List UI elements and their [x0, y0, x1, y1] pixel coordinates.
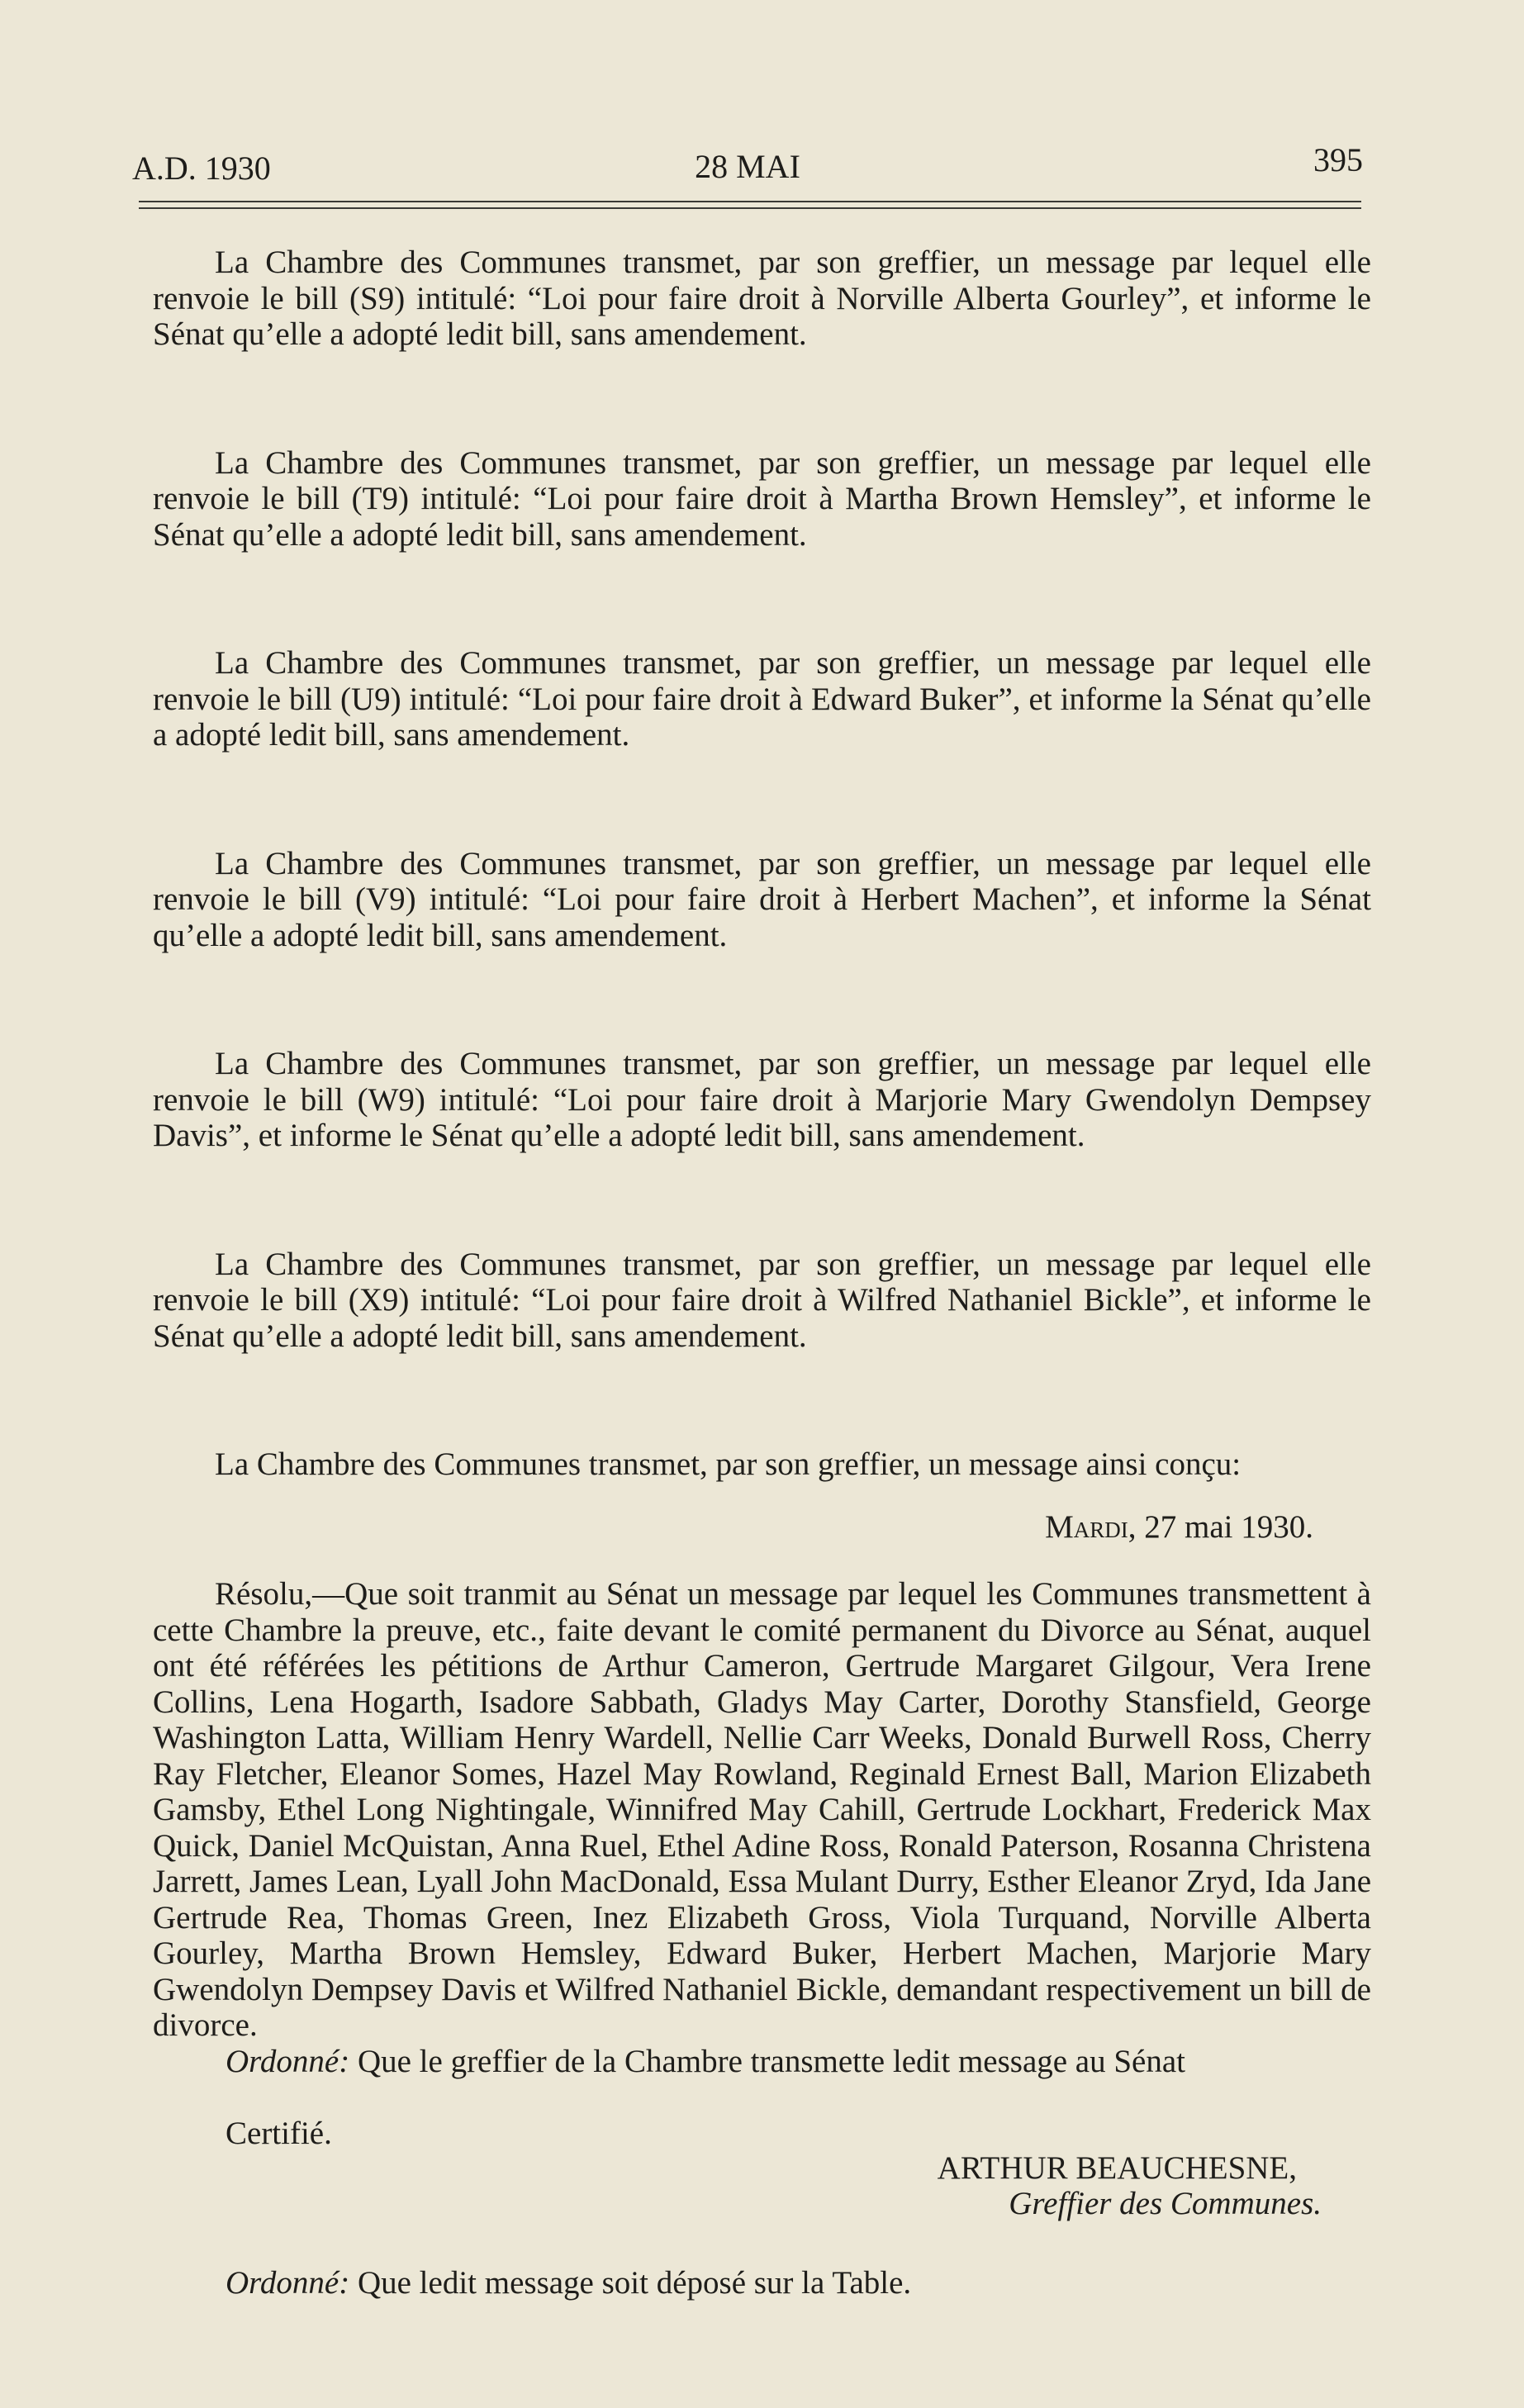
header-rule-top: [139, 201, 1361, 202]
paragraph-bill-w9: La Chambre des Communes transmet, par son greffier, un message par lequel elle renvoie le bill (W9) intitulé: “Loi pour faire droit à Marjorie Mary Gwendolyn Dempsey Davis”, et informe le Sénat qu’elle a adopté ledit bill, sans amendement.: [153, 1046, 1371, 1153]
signature-name: ARTHUR BEAUCHESNE,: [937, 2149, 1297, 2186]
paragraph-bill-v9: La Chambre des Communes transmet, par son greffier, un message par lequel elle renvoie le bill (V9) intitulé: “Loi pour faire droit à Herbert Machen”, et informe la Sénat qu’elle a adopté ledit bill, sans amendement.: [153, 845, 1371, 953]
paragraph-bill-u9: La Chambre des Communes transmet, par son greffier, un message par lequel elle renvoie le bill (U9) intitulé: “Loi pour faire droit à Edward Buker”, et informe la Sénat qu’elle a adopté ledit bill, sans amendement.: [153, 645, 1371, 753]
document-body: [153, 245, 1371, 2301]
running-header: [132, 140, 1363, 190]
final-order: [153, 2265, 1371, 2301]
certifie-text: Certifié.: [226, 2116, 332, 2151]
paragraph-bill-x9: La Chambre des Communes transmet, par son greffier, un message par lequel elle renvoie le bill (X9) intitulé: “Loi pour faire droit à Wilfred Nathaniel Bickle”, et informe le Sénat qu’elle a adopté ledit bill, sans amendement.: [153, 1246, 1371, 1354]
message-date-day: Mardi: [1045, 1508, 1128, 1545]
paragraph-bill-t9: La Chambre des Communes transmet, par son greffier, un message par lequel elle renvoie le bill (T9) intitulé: “Loi pour faire droit à Martha Brown Hemsley”, et informe le Sénat qu’elle a adopté ledit bill, sans amendement.: [153, 444, 1371, 553]
ordonne-text: Que le greffier de la Chambre transmette ledit message au Sénat: [349, 2043, 1186, 2079]
header-rule-bottom: [139, 207, 1361, 209]
message-intro: La Chambre des Communes transmet, par son greffier, un message ainsi conçu:: [215, 1446, 1242, 1482]
final-order-text: Que ledit message soit déposé sur la Table.: [349, 2264, 912, 2301]
page-number: 395: [1313, 141, 1363, 178]
signature-title-text: Greffier des Communes.: [1009, 2186, 1322, 2221]
signature-title: [153, 2186, 1322, 2222]
ordonne-label: Ordonné:: [226, 2043, 350, 2079]
final-order-label: Ordonné:: [226, 2264, 350, 2301]
header-year: A.D. 1930: [132, 150, 271, 187]
header-date: 28 MAI: [695, 148, 800, 185]
paragraph-bill-s9: La Chambre des Communes transmet, par son greffier, un message par lequel elle renvoie le bill (S9) intitulé: “Loi pour faire droit à Norville Alberta Gourley”, et informe le Sénat qu’elle a adopté ledit bill, sans amendement.: [153, 245, 1371, 352]
resolution-text: Résolu,—Que soit tranmit au Sénat un message par lequel les Communes transmettent à cette Chambre la preuve, etc., faite devant le comité permanent du Divorce au Sénat, auquel ont été référées les pétitions de Arthur Cameron, Gertrude Margaret Gilgour, Vera Irene Collins, Lena Hogarth, Isadore Sabbath, Gladys May Carter, Dorothy Stansfield, George Washington Latta, William Henry Wardell, Nellie Carr Weeks, Donald Burwell Ross, Cherry Ray Fletcher, Eleanor Somes, Hazel May Rowland, Reginald Ernest Ball, Marion Elizabeth Gamsby, Ethel Long Nightingale, Winnifred May Cahill, Gertrude Lockhart, Frederick Max Quick, Daniel McQuistan, Anna Ruel, Ethel Adine Ross, Ronald Paterson, Rosanna Christena Jarrett, James Lean, Lyall John MacDonald, Essa Mulant Durry, Esther Eleanor Zryd, Ida Jane Gertrude Rea, Thomas Green, Inez Elizabeth Gross, Viola Turquand, Norville Alberta Gourley, Martha Brown Hemsley, Edward Buker, Herbert Machen, Marjorie Mary Gwendolyn Dempsey Davis et Wilfred Nathaniel Bickle, demandant respectivement un bill de divorce.: [153, 1576, 1371, 2043]
message-date-rest: , 27 mai 1930.: [1128, 1508, 1313, 1545]
ordonne-message: [153, 2044, 1371, 2080]
message-date: [153, 1509, 1313, 1546]
